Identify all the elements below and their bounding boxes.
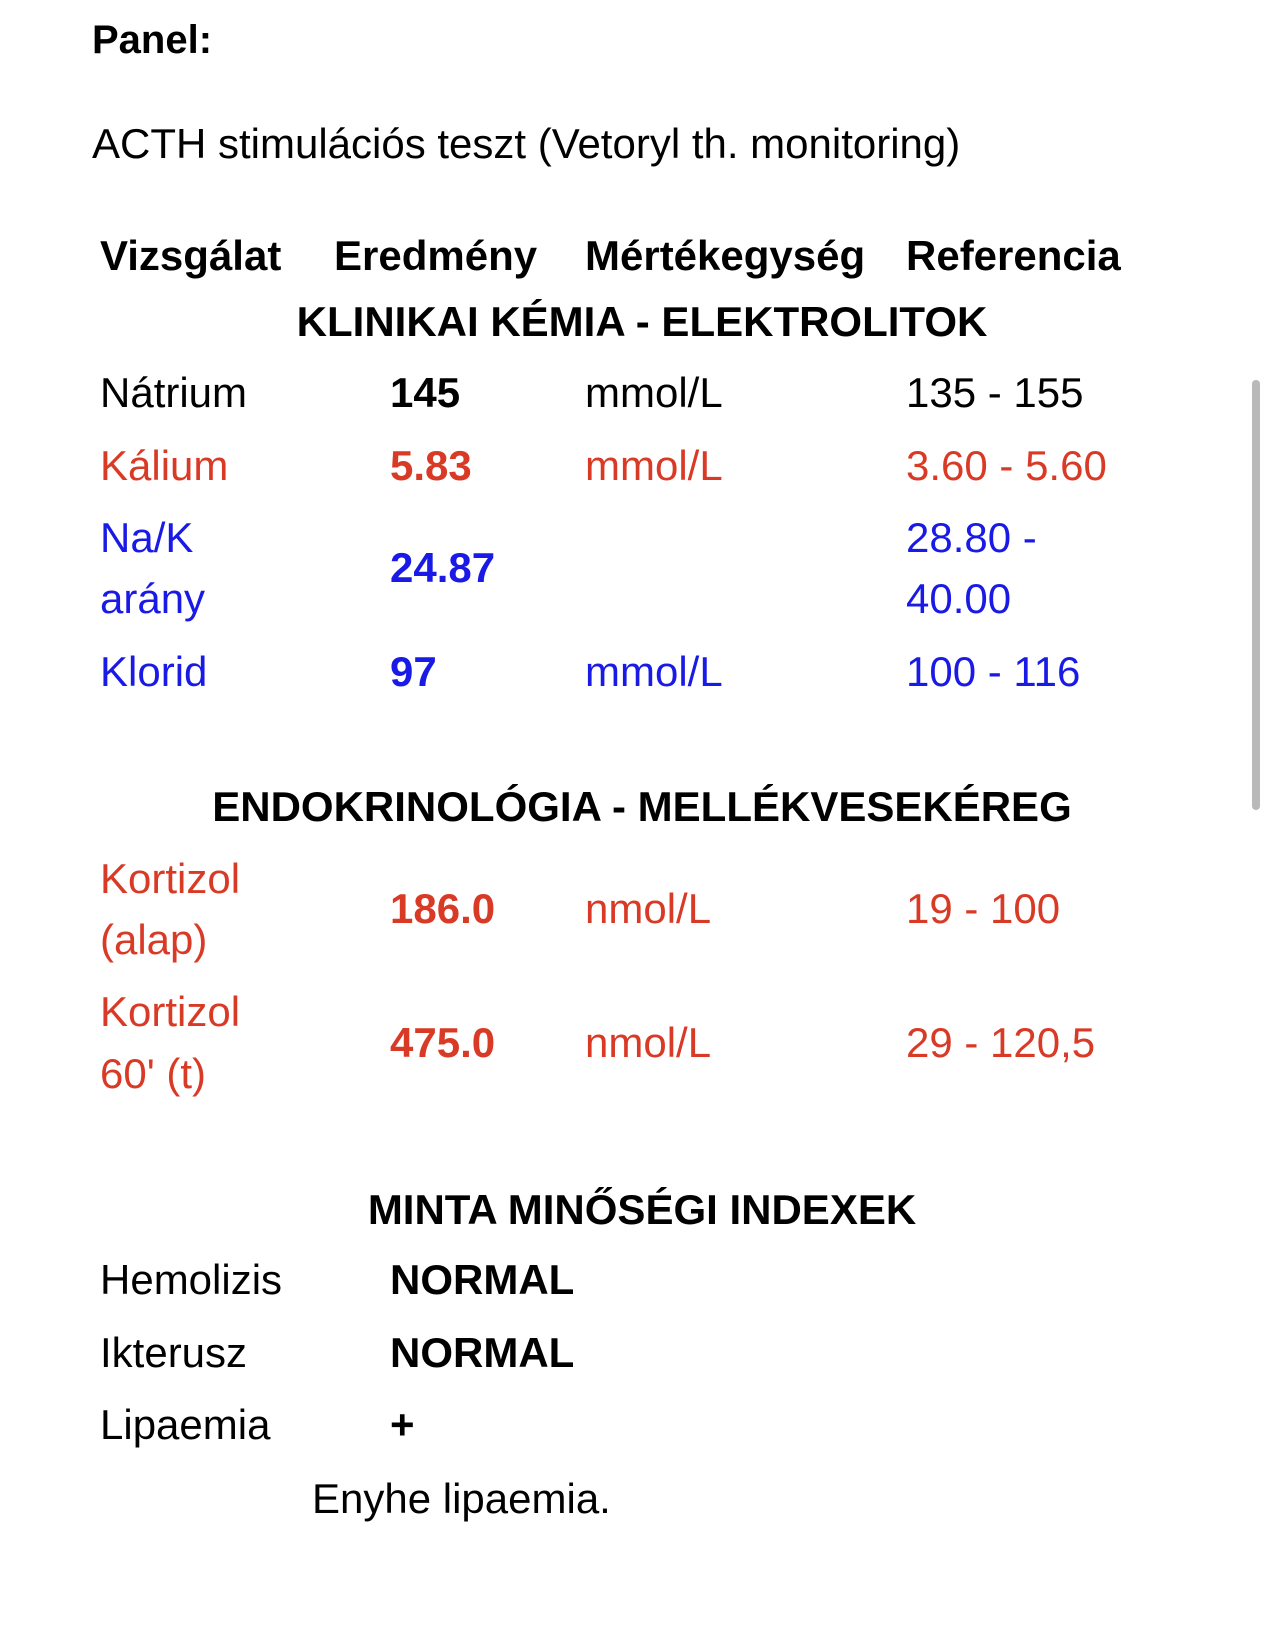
test-name: Lipaemia: [100, 1401, 271, 1448]
column-header-reference: Referencia: [906, 232, 1121, 279]
test-result: +: [390, 1401, 415, 1448]
section-title-endocrinology: ENDOKRINOLÓGIA - MELLÉKVESEKÉREG: [212, 783, 1072, 830]
test-reference-line1: 28.80 -: [906, 514, 1037, 561]
section-title-electrolytes: KLINIKAI KÉMIA - ELEKTROLITOK: [296, 298, 988, 345]
test-result: 97: [390, 648, 437, 695]
test-result: 186.0: [390, 885, 496, 932]
test-result: NORMAL: [390, 1256, 575, 1303]
test-unit: mmol/L: [585, 442, 723, 489]
section-title-sample-quality: MINTA MINŐSÉGI INDEXEK: [367, 1186, 917, 1233]
test-name: Ikterusz: [100, 1329, 248, 1376]
test-reference: 100 - 116: [906, 648, 1081, 695]
column-header-result: Eredmény: [334, 232, 538, 279]
test-reference: 135 - 155: [906, 369, 1084, 416]
test-result: 24.87: [390, 544, 496, 591]
test-reference-line2: 40.00: [906, 575, 1012, 622]
test-name: Kálium: [100, 442, 229, 489]
panel-label: Panel:: [92, 18, 213, 62]
test-name: Nátrium: [100, 369, 248, 416]
scrollbar[interactable]: [1252, 380, 1260, 810]
column-header-unit: Mértékegység: [585, 232, 866, 279]
lipaemia-note: Enyhe lipaemia.: [312, 1475, 611, 1522]
test-reference: 29 - 120,5: [906, 1019, 1096, 1066]
test-name-line1: Na/K: [100, 514, 194, 561]
test-reference: 19 - 100: [906, 885, 1061, 932]
test-result: NORMAL: [390, 1329, 575, 1376]
test-name: Hemolizis: [100, 1256, 283, 1303]
test-unit: mmol/L: [585, 648, 723, 695]
test-result: 475.0: [390, 1019, 496, 1066]
test-name: Klorid: [100, 648, 208, 695]
test-name-line2: (alap): [100, 916, 208, 963]
test-unit: mmol/L: [585, 369, 723, 416]
test-name-line1: Kortizol: [100, 855, 241, 902]
test-result: 145: [390, 369, 461, 416]
test-unit: nmol/L: [585, 1019, 712, 1066]
column-header-test: Vizsgálat: [100, 232, 282, 279]
panel-value: ACTH stimulációs teszt (Vetoryl th. monitoring): [92, 120, 961, 167]
test-unit: nmol/L: [585, 885, 712, 932]
test-name-line1: Kortizol: [100, 988, 241, 1035]
test-reference: 3.60 - 5.60: [906, 442, 1107, 489]
test-name-line2: 60' (t): [100, 1050, 207, 1097]
test-result: 5.83: [390, 442, 472, 489]
test-name-line2: arány: [100, 575, 206, 622]
